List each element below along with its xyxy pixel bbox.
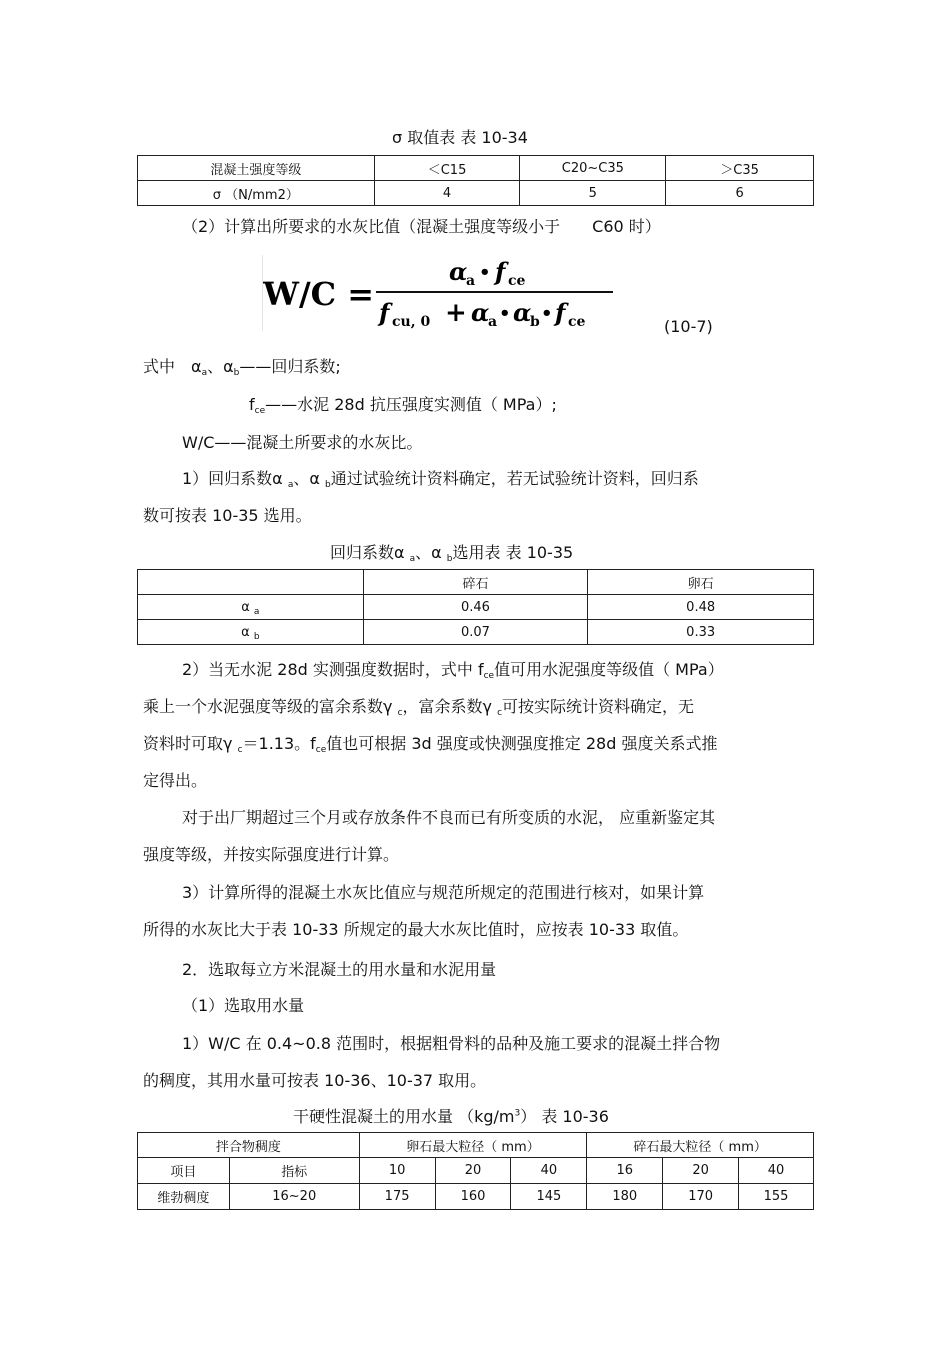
def-alpha: 式中 αa、αb——回归系数;: [143, 357, 341, 378]
table-cell: 0.07: [363, 620, 588, 645]
table-row: [138, 156, 814, 181]
den-dot-2: •: [541, 303, 553, 324]
table-cell: 项目: [138, 1158, 230, 1184]
table-row: [138, 1133, 814, 1158]
p4-line1: 3）计算所得的混凝土水灰比值应与规范所规定的范围进行核对，如果计算: [182, 883, 705, 902]
table-cell: 碎石最大粒径（ mm）: [587, 1133, 814, 1158]
p3-line2: 强度等级，并按实际强度进行计算。: [143, 845, 400, 864]
p2-line1: 2）当无水泥 28d 实测强度数据时，式中 fce值可用水泥强度等级值（ MPa）: [182, 660, 724, 681]
table-cell: ＞C35: [666, 156, 814, 181]
def-fce: fce——水泥 28d 抗压强度实测值（ MPa）;: [249, 395, 557, 416]
table-cell: 0.46: [363, 595, 588, 620]
table-cell: 16~20: [229, 1184, 359, 1210]
num-alpha: α: [449, 257, 468, 286]
p2-line4: 定得出。: [143, 771, 208, 790]
formula-image: [262, 255, 615, 331]
table-cell: 160: [435, 1184, 511, 1210]
den-dot-1: •: [499, 303, 511, 324]
table-cell: 6: [666, 181, 814, 206]
table-cell: 碎石: [363, 570, 588, 595]
table-cell: 145: [511, 1184, 587, 1210]
num-alpha-sub: a: [466, 273, 476, 289]
num-dot: •: [479, 262, 491, 283]
table-cell: 混凝土强度等级: [138, 156, 375, 181]
p3-line1: 对于出厂期超过三个月或存放条件不良而已有所变质的水泥， 应重新鉴定其: [182, 808, 716, 827]
p5-line1: 1）W/C 在 0.4~0.8 范围时，根据粗骨料的品种及施工要求的混凝土拌合物: [182, 1034, 721, 1053]
table-row: [138, 620, 814, 645]
table-cell: [138, 570, 364, 595]
table-cell: 卵石最大粒径（ mm）: [359, 1133, 587, 1158]
den-alpha-a-sub: a: [488, 314, 498, 330]
table-cell: 170: [663, 1184, 739, 1210]
table-row: [138, 1184, 814, 1210]
table-cell: 20: [663, 1158, 739, 1184]
num-f-sub: ce: [508, 273, 526, 289]
table-10-35-caption: 回归系数α a、α b选用表 表 10-35: [330, 543, 574, 564]
p1-line1: 1）回归系数α a、α b通过试验统计资料确定，若无试验统计资料，回归系: [182, 469, 699, 490]
den-f2-sub: ce: [568, 314, 586, 330]
num-f: f: [495, 257, 506, 286]
table-cell: 卵石: [588, 570, 814, 595]
p4-line2: 所得的水灰比大于表 10-33 所规定的最大水灰比值时，应按表 10-33 取值。: [143, 920, 689, 939]
table-cell: 20: [435, 1158, 511, 1184]
formula-svg: [263, 255, 615, 331]
den-f1: f: [379, 298, 390, 327]
section-heading: 2．选取每立方米混凝土的用水量和水泥用量: [182, 960, 497, 979]
calc-paragraph: （2）计算出所要求的水灰比值（混凝土强度等级小于 C60 时）: [182, 217, 661, 236]
def-wc: W/C——混凝土所要求的水灰比。: [182, 433, 423, 452]
table-cell: 0.48: [588, 595, 814, 620]
table-cell: 40: [511, 1158, 587, 1184]
table-10-34: [137, 155, 814, 206]
table-10-35: [137, 569, 814, 645]
table-row: [138, 1158, 814, 1184]
table-cell: 10: [359, 1158, 435, 1184]
table-cell: 40: [739, 1158, 814, 1184]
den-f1-sub: cu, 0: [392, 314, 431, 330]
table-cell: σ （N/mm2）: [138, 181, 375, 206]
table-cell: C20~C35: [520, 156, 666, 181]
den-alpha-b-sub: b: [530, 314, 540, 330]
table-cell: 维勃稠度: [138, 1184, 230, 1210]
formula-number: (10-7): [664, 317, 713, 336]
table-row: [138, 595, 814, 620]
subsection-heading: （1）选取用水量: [182, 996, 305, 1015]
p5-line2: 的稠度，其用水量可按表 10-36、10-37 取用。: [143, 1071, 487, 1090]
table-cell: 0.33: [588, 620, 814, 645]
table-10-34-caption: σ 取值表 表 10-34: [392, 128, 528, 147]
table-cell: 5: [520, 181, 666, 206]
den-f2: f: [555, 298, 566, 327]
table-10-36: [137, 1132, 814, 1210]
table-cell: α $_a$: [138, 595, 364, 620]
den-alpha-b: α: [513, 298, 532, 327]
table-cell: 4: [374, 181, 520, 206]
table-row: [138, 570, 814, 595]
table-cell: 拌合物稠度: [138, 1133, 360, 1158]
table-cell: 指标: [229, 1158, 359, 1184]
table-cell: 175: [359, 1184, 435, 1210]
table-cell: 16: [587, 1158, 663, 1184]
formula-lhs: W/C =: [263, 275, 375, 313]
den-alpha-a: α: [471, 298, 490, 327]
p2-line2: 乘上一个水泥强度等级的富余系数γ c，富余系数γ c可按实际统计资料确定，无: [143, 697, 695, 718]
table-cell: 180: [587, 1184, 663, 1210]
den-plus: +: [445, 298, 467, 328]
table-cell: 155: [739, 1184, 814, 1210]
table-cell: α $_b$: [138, 620, 364, 645]
p2-line3: 资料时可取γ c＝1.13。fce值也可根据 3d 强度或快测强度推定 28d 强度关系式推: [143, 734, 718, 755]
table-cell: ＜C15: [374, 156, 520, 181]
table-10-36-caption: 干硬性混凝土的用水量 $(kg/m^3)$ 表 10-36: [293, 1107, 609, 1126]
p1-line2: 数可按表 10-35 选用。: [143, 506, 312, 525]
table-row: [138, 181, 814, 206]
